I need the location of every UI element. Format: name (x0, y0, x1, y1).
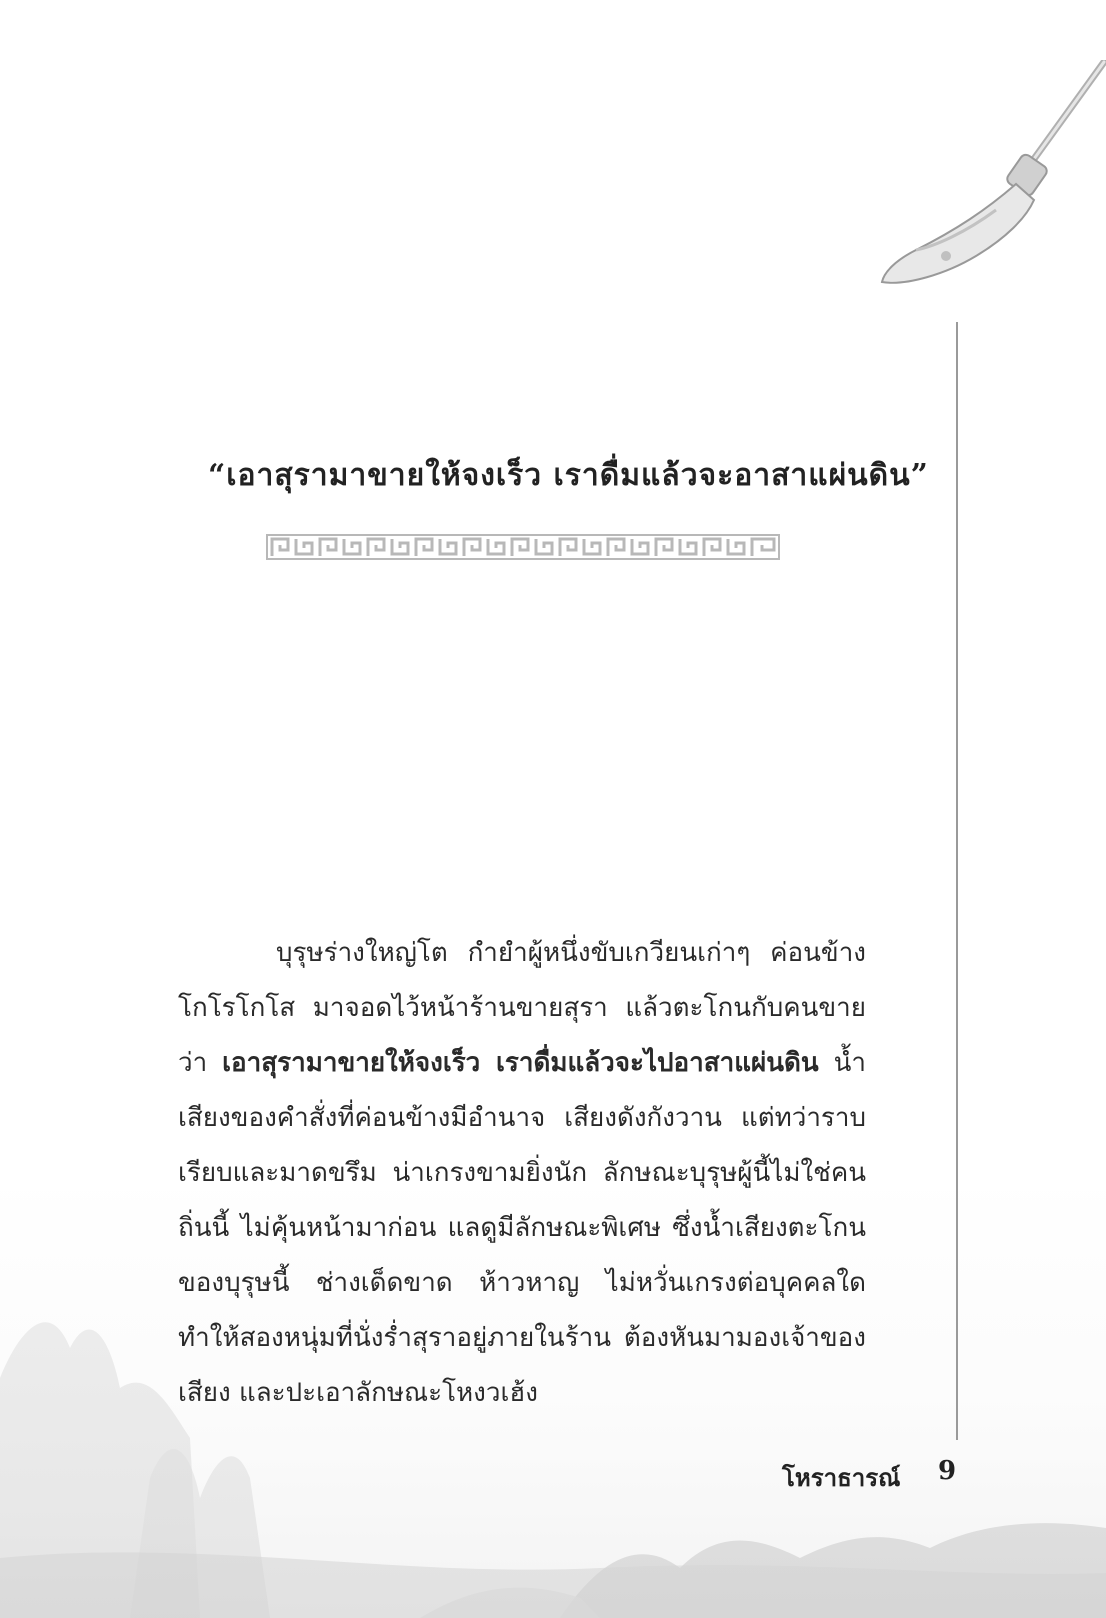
body-text (178, 926, 866, 1421)
footer-book-title: โหราธารณ์ (782, 1463, 901, 1492)
body-text-emphasis: เอาสุรามาขายให้จงเร็ว เราดื่มแล้วจะไปอาสาแผ่นดิน (222, 1048, 819, 1078)
page-number: 9 (938, 1456, 957, 1486)
body-text-part2: น้ำเสียงของคำสั่งที่ค่อนข้างมีอำนาจ เสียงดังกังวาน แต่ทว่าราบเรียบและมาดขรึม น่าเกรงขามยิ่งนัก ลักษณะบุรุษผู้นี้ไม่ใช่คนถิ่นนี้ ไม่คุ้นหน้ามาก่อน แลดูมีลักษณะพิเศษ ซึ่งน้ำเสียงตะโกนของบุรุษนี้ ช่างเด็ดขาด ห้าวหาญ ไม่หวั่นเกรงต่อบุคคลใด ทำให้สองหนุ่มที่นั่งร่ำสุราอยู่ภายในร้าน ต้องหันมามองเจ้าของเสียง และปะเอาลักษณะโหงวเฮ้ง (178, 1048, 867, 1408)
guandao-sword-icon (876, 60, 1106, 310)
key-fret-pattern-icon (266, 534, 780, 560)
vertical-rule (956, 322, 958, 1440)
body-paragraph (178, 926, 866, 1421)
chapter-title: “เอาสุรามาขายให้จงเร็ว เราดื่มแล้วจะอาสาแผ่นดิน” (208, 458, 929, 493)
body-text-part1: บุรุษร่างใหญ่โต กำยำผู้หนึ่งขับเกวียนเก่าๆ ค่อนข้างโกโรโกโส มาจอดไว้หน้าร้านขายสุรา แล้วตะโกนกับคนขายว่า (178, 938, 866, 1078)
